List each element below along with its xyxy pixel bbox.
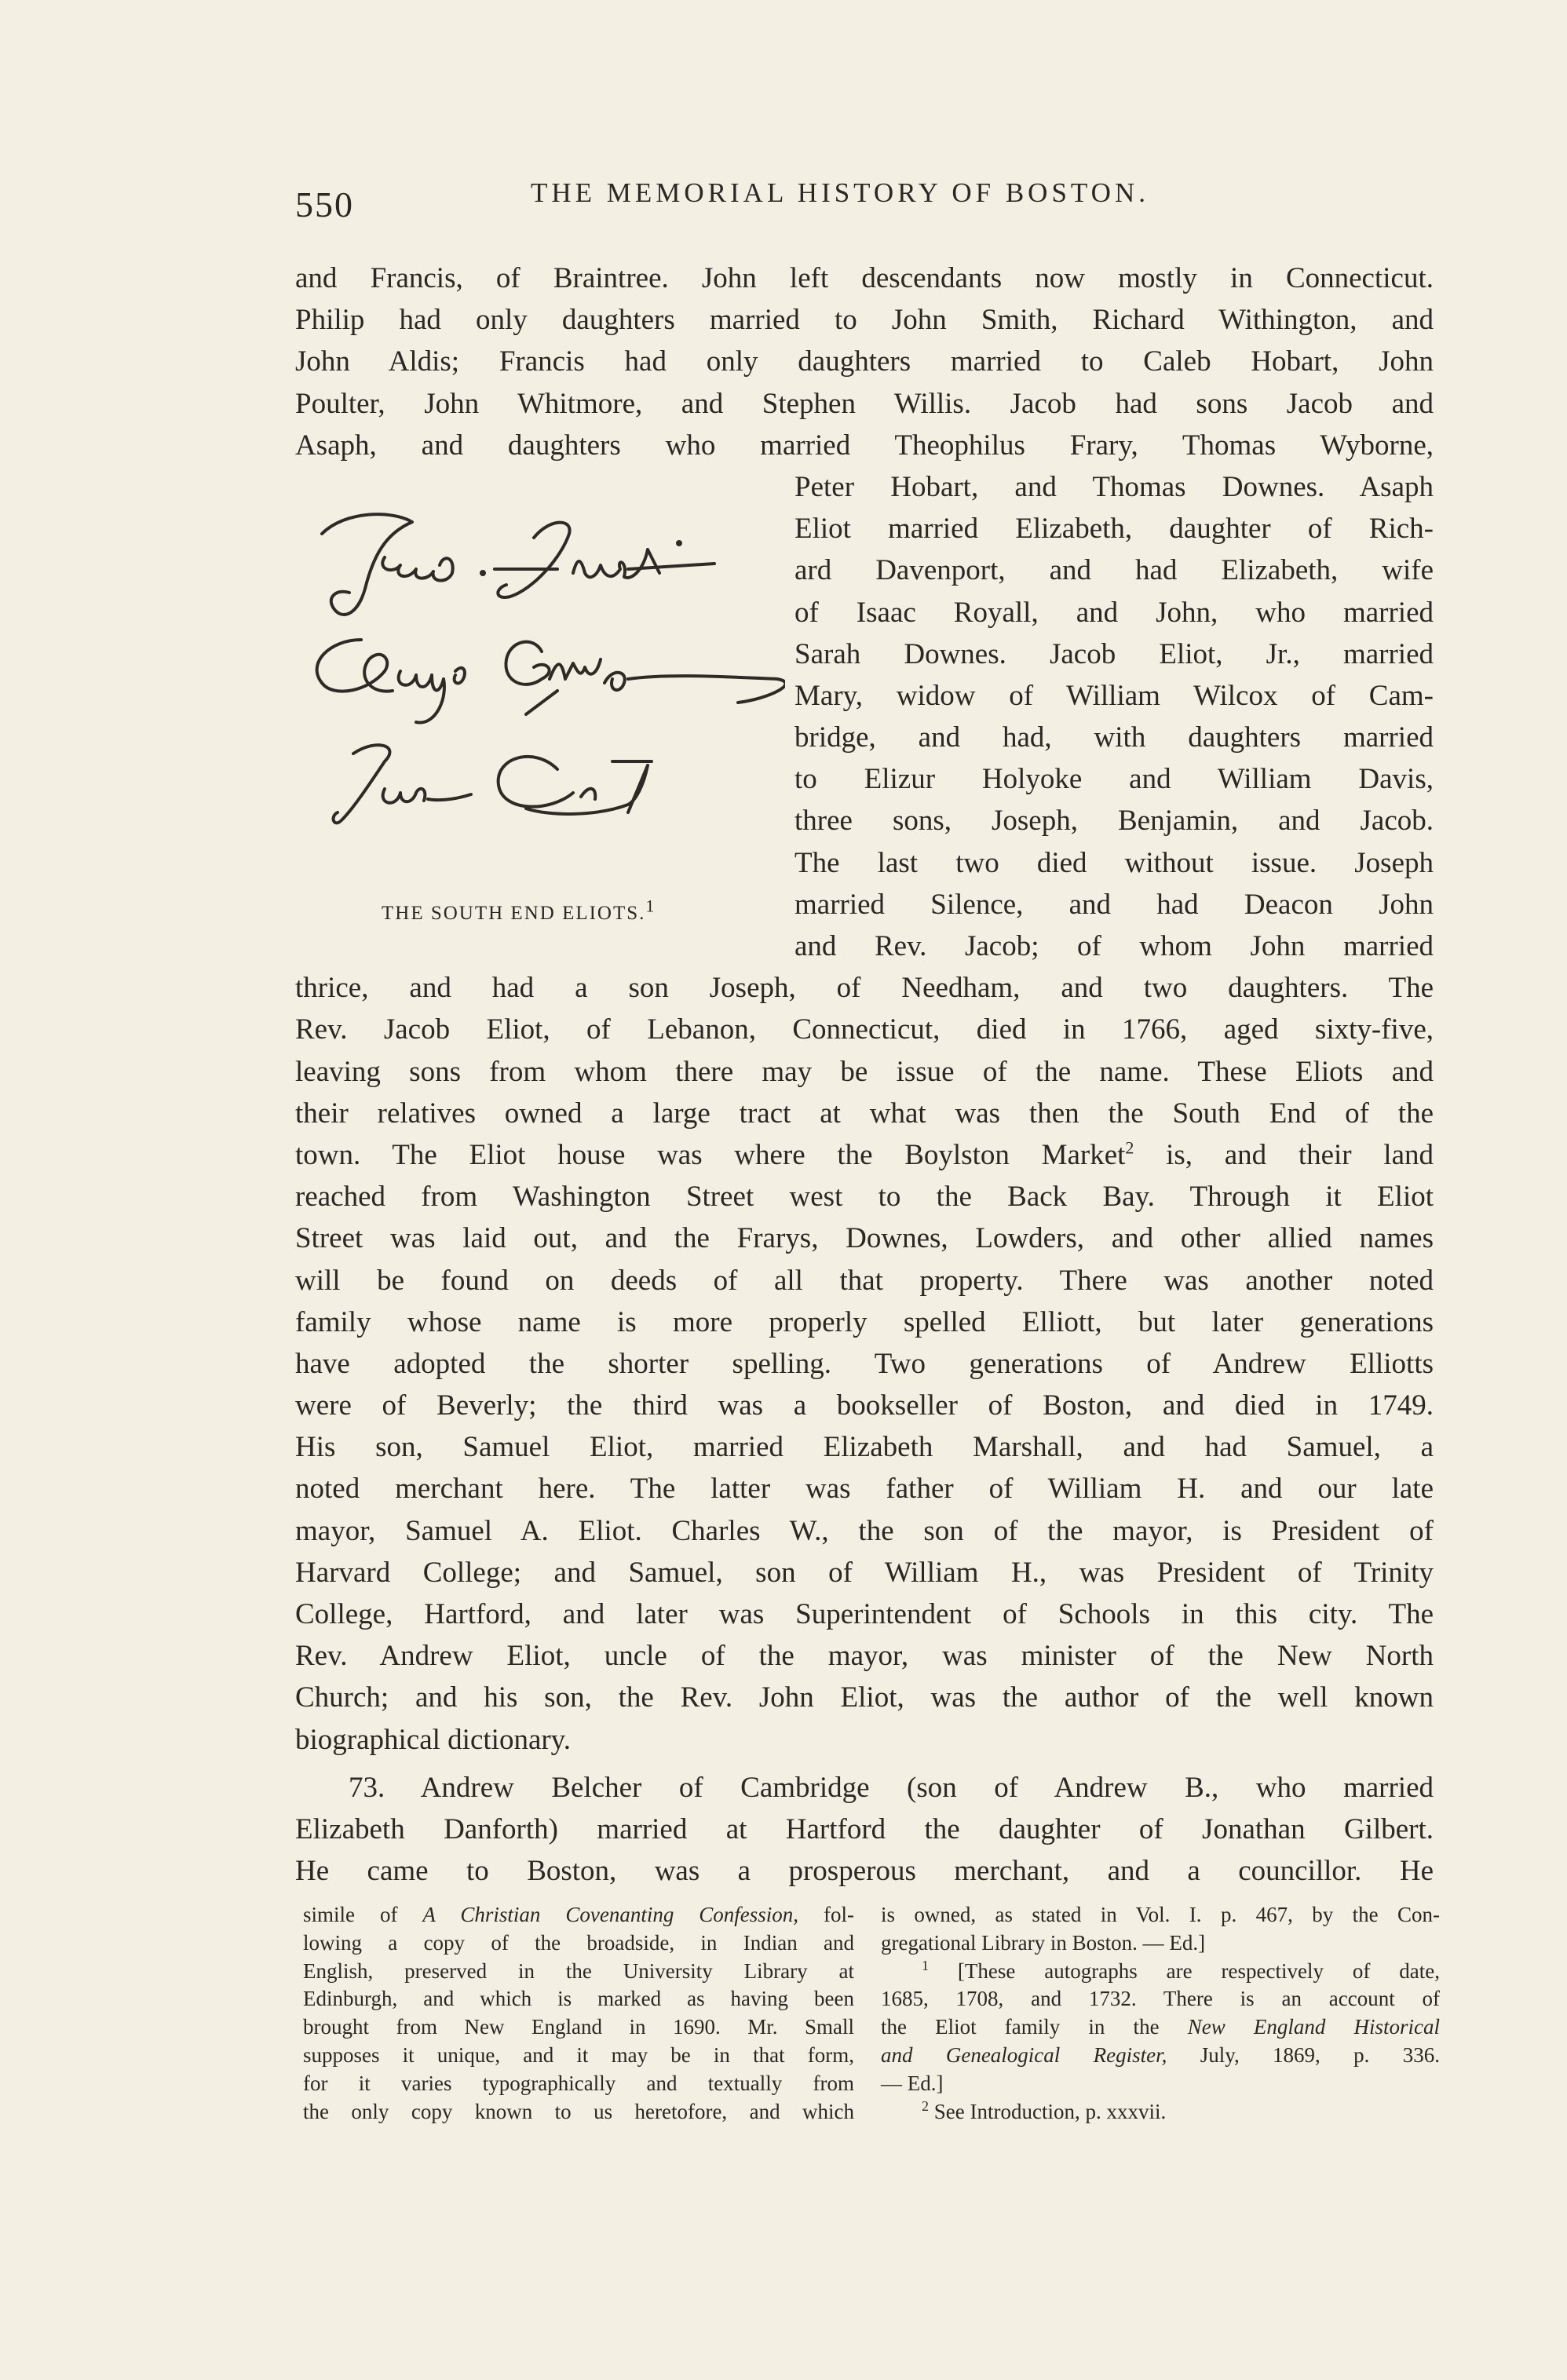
text-line: Mary, widow of William Wilcox of Cam- bbox=[794, 679, 1434, 712]
text-line: Street was laid out, and the Frarys, Downes, Lowders, and other allied names bbox=[295, 1222, 1434, 1255]
text-line: Asaph, and daughters who married Theophilus Frary, Thomas Wyborne, bbox=[295, 429, 1434, 462]
footnote-number: 1 bbox=[922, 1957, 929, 1973]
text-line: thrice, and had a son Joseph, of Needham, and two daughters. The bbox=[295, 972, 1434, 1005]
footnote-line: supposes it unique, and it may be in that form, bbox=[303, 2042, 854, 2067]
text-line: Elizabeth Danforth) married at Hartford the daughter of Jonathan Gilbert. bbox=[295, 1812, 1434, 1845]
text-line: He came to Boston, was a prosperous merchant, and a councillor. He bbox=[295, 1855, 1434, 1888]
text-line: mayor, Samuel A. Eliot. Charles W., the son of the mayor, is President of bbox=[295, 1514, 1434, 1547]
text-line bbox=[295, 1134, 1434, 1176]
footnote-line: lowing a copy of the broadside, in Indian and bbox=[303, 1930, 854, 1955]
text-line: family whose name is more properly spelled Elliott, but later generations bbox=[295, 1305, 1434, 1338]
page-number: 550 bbox=[295, 184, 354, 224]
footnote-line: Edinburgh, and which is marked as having been bbox=[303, 1987, 854, 2011]
text-line: and Francis, of Braintree. John left descendants now mostly in Connecticut. bbox=[295, 262, 1434, 294]
text-fragment: town. The Eliot house was where the Boylston Market bbox=[295, 1138, 1126, 1171]
footnote-line bbox=[881, 2013, 1440, 2042]
text-line: three sons, Joseph, Benjamin, and Jacob. bbox=[794, 805, 1434, 838]
footnote-line: — Ed.] bbox=[881, 2071, 944, 2095]
text-line: Philip had only daughters married to John Smith, Richard Withington, and bbox=[295, 304, 1434, 337]
text-fragment: simile of bbox=[303, 1903, 423, 1926]
text-line: College, Hartford, and later was Superintendent of Schools in this city. The bbox=[295, 1598, 1434, 1630]
footnote-line: 1685, 1708, and 1732. There is an account of bbox=[881, 1987, 1440, 2011]
text-fragment: fol- bbox=[798, 1903, 854, 1926]
text-line: Rev. Andrew Eliot, uncle of the mayor, was minister of the New North bbox=[295, 1640, 1434, 1673]
footnote-ref: 2 bbox=[1125, 1137, 1134, 1158]
footnote-number: 2 bbox=[922, 2097, 929, 2114]
autographs-figure bbox=[298, 502, 785, 942]
text-fragment: July, 1869, p. 336. bbox=[1167, 2042, 1440, 2067]
text-line: biographical dictionary. bbox=[295, 1723, 572, 1756]
running-head: THE MEMORIAL HISTORY OF BOSTON. bbox=[531, 177, 1149, 208]
text-fragment: is, and their land bbox=[1166, 1138, 1434, 1171]
footnote-line bbox=[303, 1901, 854, 1929]
text-line: Harvard College; and Samuel, son of William H., was President of Trinity bbox=[295, 1556, 1434, 1589]
footnotes-right-column bbox=[881, 1901, 1440, 2126]
figure-caption bbox=[382, 896, 656, 925]
footnotes-left-column bbox=[303, 1901, 854, 2126]
signature-drawings bbox=[298, 502, 785, 895]
footnote-line: for it varies typographically and textually from bbox=[303, 2071, 854, 2095]
text-line: John Aldis; Francis had only daughters married to Caleb Hobart, John bbox=[295, 345, 1434, 378]
footnote-line: gregational Library in Boston. — Ed.] bbox=[881, 1930, 1206, 1955]
signature-jacob-eliot bbox=[322, 514, 714, 615]
footnote-line bbox=[881, 1958, 1440, 1986]
text-line: 73. Andrew Belcher of Cambridge (son of Andrew B., who married bbox=[349, 1771, 1434, 1804]
text-line: His son, Samuel Eliot, married Elizabeth Marshall, and had Samuel, a bbox=[295, 1431, 1434, 1464]
signature-benj-eliot bbox=[317, 640, 785, 722]
footnote-line: the only copy known to us heretofore, and which bbox=[303, 2099, 854, 2123]
text-line: and Rev. Jacob; of whom John married bbox=[794, 930, 1434, 962]
title-italic: New England Historical bbox=[1187, 2015, 1441, 2039]
text-line: married Silence, and had Deacon John bbox=[794, 888, 1434, 921]
text-line: Sarah Downes. Jacob Eliot, Jr., married bbox=[794, 637, 1434, 670]
text-line: Poulter, John Whitmore, and Stephen Willis. Jacob had sons Jacob and bbox=[295, 387, 1434, 420]
page-header bbox=[295, 177, 1434, 232]
footnote-ref: 1 bbox=[645, 896, 656, 916]
text-line: of Isaac Royall, and John, who married bbox=[794, 596, 1434, 629]
text-line: Peter Hobart, and Thomas Downes. Asaph bbox=[794, 470, 1434, 503]
text-line: to Elizur Holyoke and William Davis, bbox=[794, 763, 1434, 796]
text-line: bridge, and had, with daughters married bbox=[794, 721, 1434, 754]
text-line: The last two died without issue. Joseph bbox=[794, 846, 1434, 879]
text-fragment: See Introduction, p. xxxvii. bbox=[929, 2099, 1167, 2123]
footnote-line: is owned, as stated in Vol. I. p. 467, by the Con- bbox=[881, 1903, 1440, 1926]
text-line: Eliot married Elizabeth, daughter of Rich- bbox=[794, 513, 1434, 546]
title-italic: and Genealogical Register, bbox=[881, 2042, 1167, 2067]
text-line: ard Davenport, and had Elizabeth, wife bbox=[794, 554, 1434, 587]
text-line: reached from Washington Street west to the Back Bay. Through it Eliot bbox=[295, 1181, 1434, 1214]
footnote-line: English, preserved in the University Library at bbox=[303, 1958, 854, 1983]
text-fragment: [These autographs are respectively of date, bbox=[929, 1958, 1440, 1983]
footnote-line bbox=[881, 2042, 1440, 2070]
text-line: Rev. Jacob Eliot, of Lebanon, Connecticut, died in 1766, aged sixty-five, bbox=[295, 1013, 1434, 1046]
text-line: their relatives owned a large tract at what was then the South End of the bbox=[295, 1097, 1434, 1130]
text-line: have adopted the shorter spelling. Two generations of Andrew Elliotts bbox=[295, 1347, 1434, 1380]
text-line: leaving sons from whom there may be issue of the name. These Eliots and bbox=[295, 1055, 1434, 1088]
text-line: will be found on deeds of all that property. There was another noted bbox=[295, 1264, 1434, 1297]
text-line: Church; and his son, the Rev. John Eliot, was the author of the well known bbox=[295, 1681, 1434, 1714]
footnote-line bbox=[881, 2098, 1440, 2126]
text-line: noted merchant here. The latter was father of William H. and our late bbox=[295, 1473, 1434, 1506]
footnote-line: brought from New England in 1690. Mr. Small bbox=[303, 2015, 854, 2039]
text-fragment: the Eliot family in the bbox=[881, 2015, 1188, 2039]
caption-text: THE SOUTH END ELIOTS. bbox=[382, 903, 646, 924]
title-italic: A Christian Covenanting Confession, bbox=[422, 1903, 799, 1926]
paragraph-gap bbox=[295, 1761, 1434, 1767]
signature-john-eliot bbox=[334, 745, 652, 823]
text-line: were of Beverly; the third was a bookseller of Boston, and died in 1749. bbox=[295, 1389, 1434, 1422]
